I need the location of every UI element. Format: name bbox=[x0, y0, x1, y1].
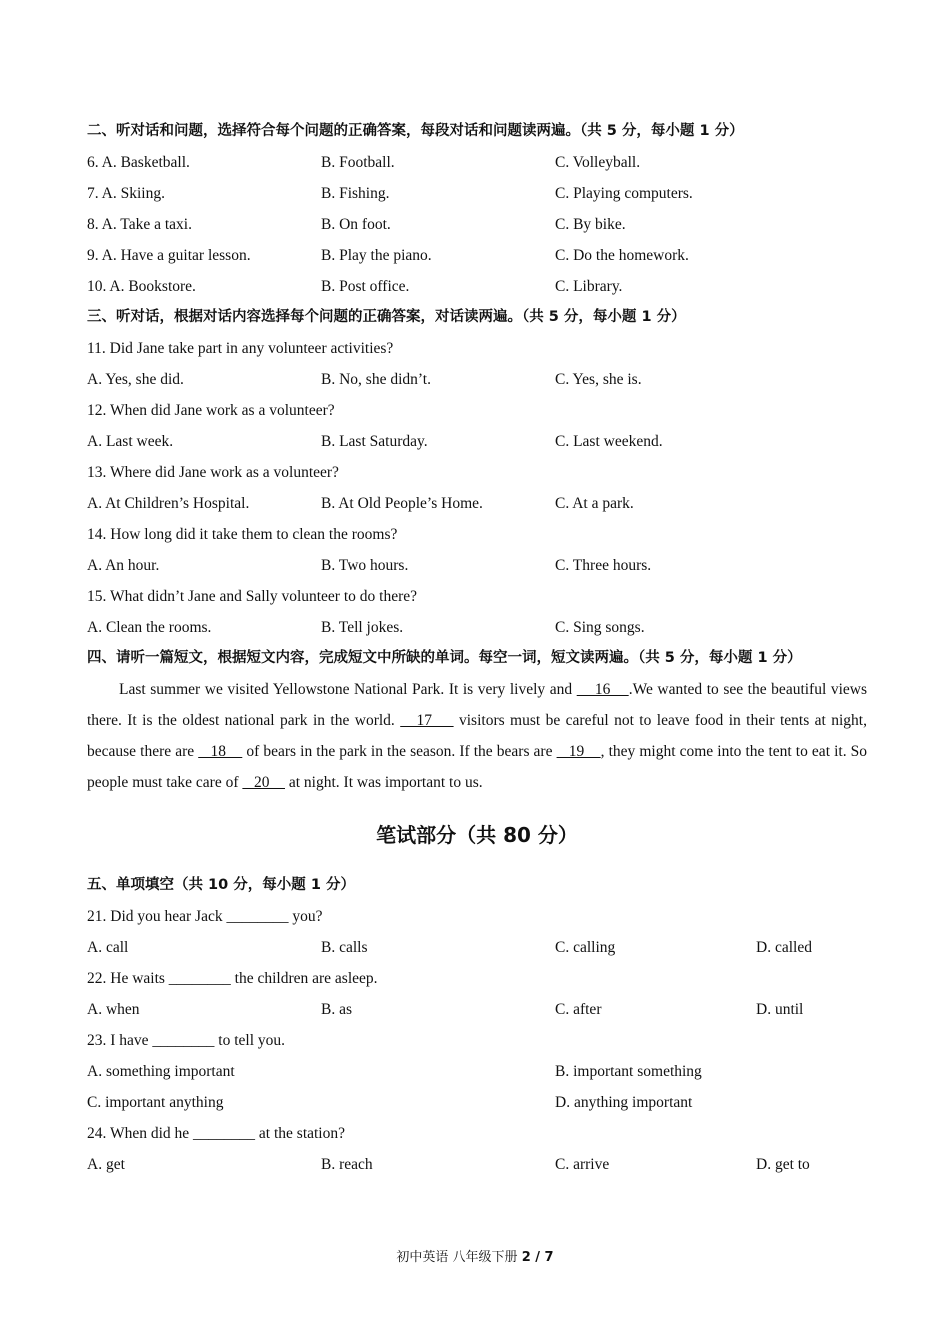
question-12-stem: 12. When did Jane work as a volunteer? bbox=[87, 402, 335, 419]
question-6 bbox=[87, 147, 867, 178]
option-c: C. By bike. bbox=[555, 216, 626, 233]
question-14-options bbox=[87, 550, 867, 581]
option-b: B. calls bbox=[321, 939, 368, 956]
option-c: C. Playing computers. bbox=[555, 185, 693, 202]
option-b: B. Fishing. bbox=[321, 185, 390, 202]
question-23-options-ab bbox=[87, 1056, 867, 1087]
question-23-stem: 23. I have ________ to tell you. bbox=[87, 1032, 286, 1049]
option-a: A. call bbox=[87, 939, 129, 956]
question-11-options bbox=[87, 364, 867, 395]
option-a: A. Last week. bbox=[87, 433, 174, 450]
blank-18: 18 bbox=[198, 743, 243, 760]
exam-page bbox=[87, 116, 867, 1180]
option-c: C. Do the homework. bbox=[555, 247, 689, 264]
option-b: B. Play the piano. bbox=[321, 247, 432, 264]
question-10 bbox=[87, 271, 867, 302]
question-23-options-cd bbox=[87, 1087, 867, 1118]
option-c: C. arrive bbox=[555, 1156, 610, 1173]
question-15-stem: 15. What didn’t Jane and Sally volunteer to do there? bbox=[87, 588, 418, 605]
option-b: B. On foot. bbox=[321, 216, 391, 233]
cloze-passage bbox=[87, 674, 867, 798]
question-21-stem: 21. Did you hear Jack ________ you? bbox=[87, 908, 323, 925]
option-c: C. Last weekend. bbox=[555, 433, 663, 450]
option-d: D. until bbox=[756, 1001, 804, 1018]
option-a: 10. A. Bookstore. bbox=[87, 278, 196, 295]
question-11-stem: 11. Did Jane take part in any volunteer activities? bbox=[87, 340, 394, 357]
option-c: C. Library. bbox=[555, 278, 623, 295]
option-c: C. Three hours. bbox=[555, 557, 652, 574]
page-footer bbox=[0, 1246, 950, 1265]
question-12-options bbox=[87, 426, 867, 457]
section-4-header: 四、请听一篇短文，根据短文内容，完成短文中所缺的单词。每空一词，短文读两遍。（共 5 分，每小题 1 分） bbox=[87, 650, 802, 666]
passage-text: Last summer we visited Yellowstone National Park. It is very lively and bbox=[119, 681, 577, 698]
option-b: B. Post office. bbox=[321, 278, 410, 295]
footer-subject: 初中英语 八年级下册 bbox=[396, 1250, 522, 1265]
option-a: A. Yes, she did. bbox=[87, 371, 184, 388]
question-13-stem: 13. Where did Jane work as a volunteer? bbox=[87, 464, 339, 481]
option-d: D. called bbox=[756, 939, 812, 956]
question-22-options bbox=[87, 994, 867, 1025]
option-b: B. Football. bbox=[321, 154, 395, 171]
option-a: A. Clean the rooms. bbox=[87, 619, 212, 636]
passage-text: , they might come into the tent to eat it. So people must take care of bbox=[87, 743, 868, 791]
option-a: 6. A. Basketball. bbox=[87, 154, 190, 171]
section-3-header: 三、听对话，根据对话内容选择每个问题的正确答案，对话读两遍。（共 5 分，每小题 1 分） bbox=[87, 309, 686, 325]
written-part-title: 笔试部分（共 80 分） bbox=[376, 823, 578, 847]
question-24-options bbox=[87, 1149, 867, 1180]
section-5-header: 五、单项填空（共 10 分，每小题 1 分） bbox=[87, 877, 355, 893]
footer-page-number: 2 / 7 bbox=[521, 1250, 554, 1265]
blank-17: 17 bbox=[400, 712, 454, 729]
question-22-stem: 22. He waits ________ the children are asleep. bbox=[87, 970, 378, 987]
question-9 bbox=[87, 240, 867, 271]
option-a: A. At Children’s Hospital. bbox=[87, 495, 250, 512]
question-14-stem: 14. How long did it take them to clean the rooms? bbox=[87, 526, 398, 543]
passage-text: .We wanted to see the beautiful views there. It is the oldest national park in the world. bbox=[87, 681, 867, 729]
option-a: 8. A. Take a taxi. bbox=[87, 216, 192, 233]
question-13-options bbox=[87, 488, 867, 519]
section-2-header: 二、听对话和问题，选择符合每个问题的正确答案，每段对话和问题读两遍。（共 5 分，每小题 1 分） bbox=[87, 123, 744, 139]
option-c: C. after bbox=[555, 1001, 602, 1018]
option-c: C. important anything bbox=[87, 1094, 224, 1111]
blank-19: 19 bbox=[556, 743, 601, 760]
option-d: D. get to bbox=[756, 1156, 810, 1173]
question-8 bbox=[87, 209, 867, 240]
option-a: A. when bbox=[87, 1001, 140, 1018]
option-b: B. reach bbox=[321, 1156, 373, 1173]
option-b: B. At Old People’s Home. bbox=[321, 495, 483, 512]
option-c: C. Yes, she is. bbox=[555, 371, 642, 388]
option-b: B. Two hours. bbox=[321, 557, 409, 574]
option-b: B. important something bbox=[555, 1063, 702, 1080]
passage-text: at night. It was important to us. bbox=[285, 774, 483, 791]
blank-16: 16 bbox=[576, 681, 629, 698]
option-b: B. No, she didn’t. bbox=[321, 371, 431, 388]
option-d: D. anything important bbox=[555, 1094, 693, 1111]
option-a: A. An hour. bbox=[87, 557, 160, 574]
option-c: C. Sing songs. bbox=[555, 619, 645, 636]
question-15-options bbox=[87, 612, 867, 643]
option-b: B. Last Saturday. bbox=[321, 433, 428, 450]
option-a: 9. A. Have a guitar lesson. bbox=[87, 247, 251, 264]
option-a: A. something important bbox=[87, 1063, 235, 1080]
question-7 bbox=[87, 178, 867, 209]
question-24-stem: 24. When did he ________ at the station? bbox=[87, 1125, 345, 1142]
passage-text: visitors must be careful not to leave food in their tents at night, because there are bbox=[87, 712, 867, 760]
option-a: 7. A. Skiing. bbox=[87, 185, 165, 202]
option-c: C. At a park. bbox=[555, 495, 634, 512]
option-c: C. calling bbox=[555, 939, 616, 956]
option-b: B. as bbox=[321, 1001, 352, 1018]
option-c: C. Volleyball. bbox=[555, 154, 641, 171]
blank-20: 20 bbox=[242, 774, 285, 791]
option-b: B. Tell jokes. bbox=[321, 619, 404, 636]
passage-text: of bears in the park in the season. If the bears are bbox=[242, 743, 557, 760]
question-21-options bbox=[87, 932, 867, 963]
option-a: A. get bbox=[87, 1156, 125, 1173]
